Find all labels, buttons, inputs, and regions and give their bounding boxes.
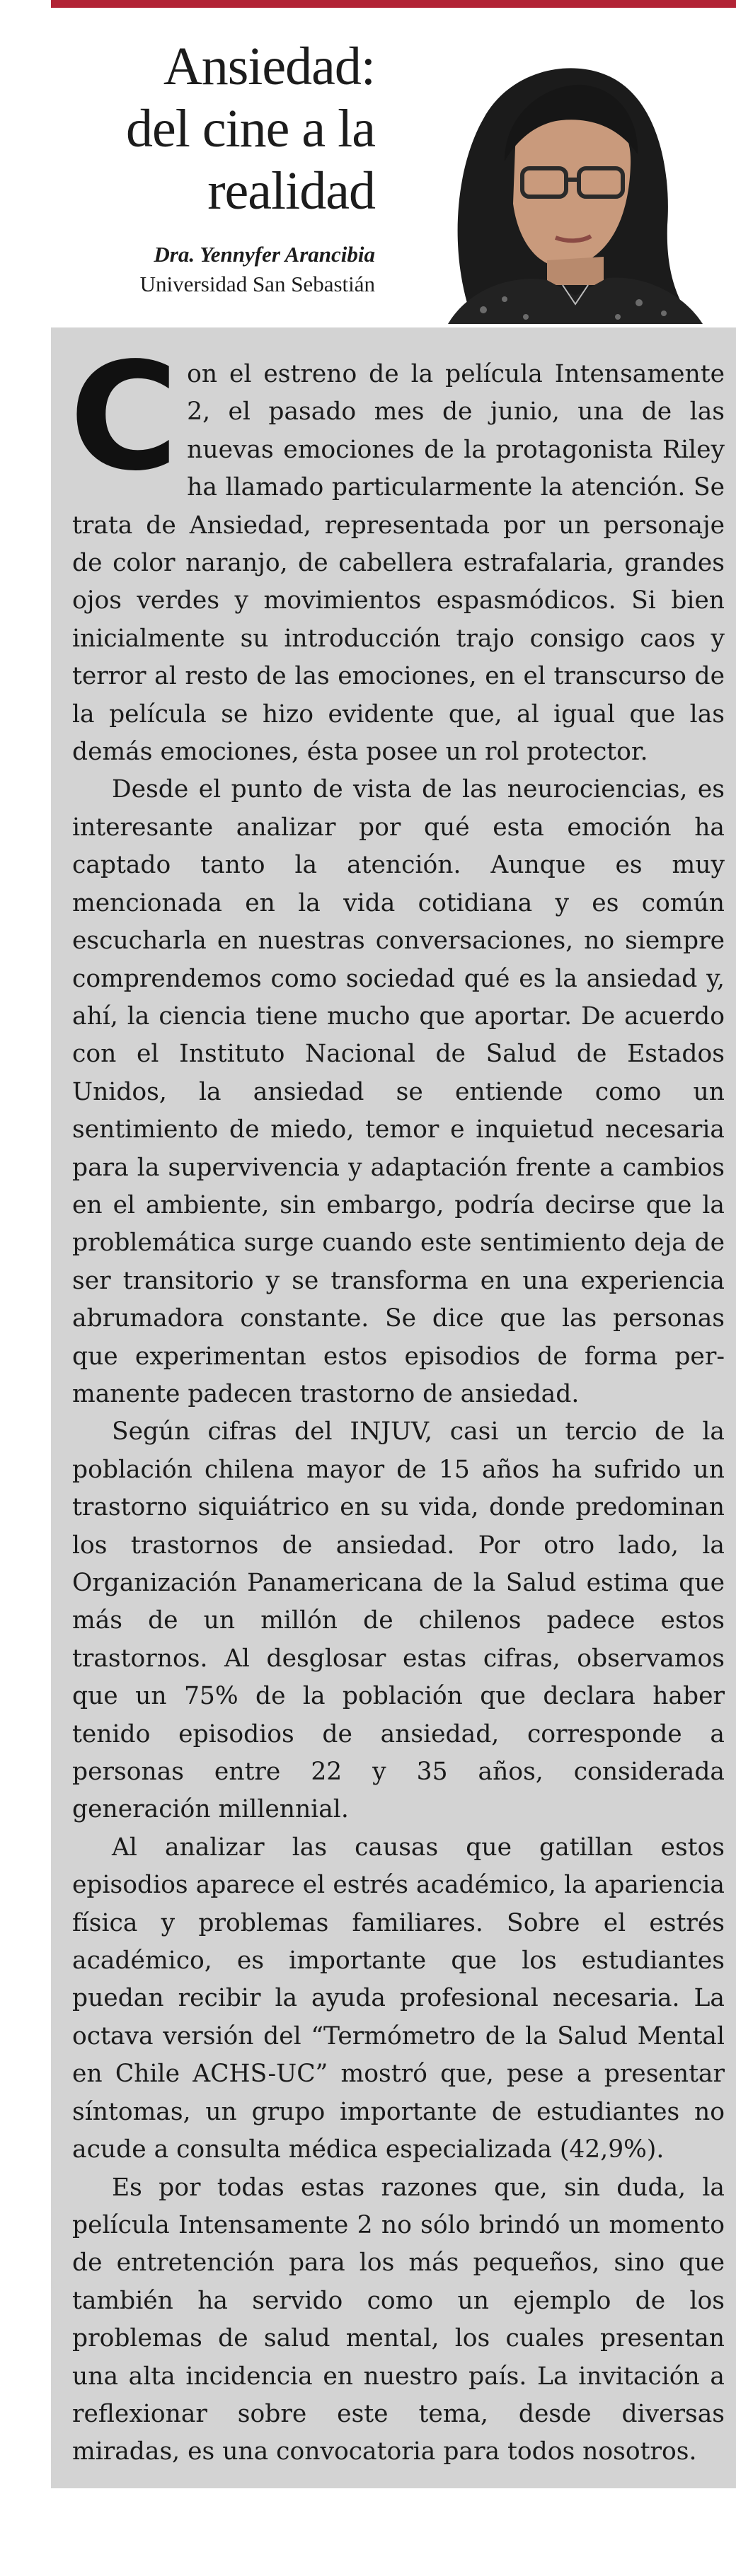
article-title [126, 35, 375, 222]
paragraph-1-text: on el estreno de la película Intensamente 2, el pasado mes de junio, una de las nuevas emociones de la protagonista Riley ha llamado particularmente la atención. Se trata de Ansiedad, representada por un personaje de color naranjo, de cabellera estrafalaria, grandes ojos verdes y movimientos espasmódicos. Si bien inicialmente su introducción trajo consigo caos y terror al resto de las emociones, en el transcurso de la película se hizo evidente que, al igual que las demás emociones, ésta posee un rol protector. [72, 360, 725, 767]
paragraph-5: Es por todas estas razones que, sin duda, la película Intensamente 2 no sólo brindó un momento de entretención para los más pequeños, sino que también ha servido como un ejemplo de los problemas de salud mental, los cuales presentan una alta incidencia en nuestro país. La invitación a reflexionar sobre este tema, desde diversas miradas, es una convocatoria para todos nosotros. [72, 2173, 725, 2466]
title-line-3: realidad [207, 161, 375, 221]
author-portrait [406, 41, 710, 324]
author-affiliation: Universidad San Sebastián [139, 272, 375, 296]
article-text [69, 330, 725, 2471]
top-accent-bar [51, 0, 736, 8]
drop-cap: C [69, 330, 179, 504]
title-line-2: del cine a la [125, 99, 375, 158]
paragraph-2: Desde el punto de vista de las neurociencias, es interesante analizar por qué esta emoción ha captado tanto la atención. Aunque es muy mencionada en la vida cotidiana y es común escucharla en nuestras conversaciones, no siempre comprendemos como sociedad qué es la ansiedad y, ahí, la ciencia tiene mucho que aportar. De acuerdo con el Instituto Nacional de Salud de Estados Unidos, la ansiedad se entiende como un sentimiento de miedo, temor e inquietud necesaria para la supervivencia y adaptación frente a cambios en el ambiente, sin embargo, podría decirse que la problemática surge cuando este sentimiento deja de ser transitorio y se transforma en una experiencia abrumadora constante. Se dice que las personas que experimentan estos episodios de forma permanente padecen trastorno de ansiedad. [72, 775, 725, 1408]
article-body-box [51, 327, 736, 2488]
paragraph-3: Según cifras del INJUV, casi un tercio de la población chilena mayor de 15 años ha sufrido un trastorno siquiátrico en su vida, donde predominan los trastornos de ansiedad. Por otro lado, la Organización Panamericana de la Salud estima que más de un millón de chilenos padece estos trastornos. Al desglosar estas cifras, observamos que un 75% de la población que declara haber tenido episodios de ansiedad, corresponde a personas entre 22 y 35 años, considerada generación millennial. [72, 1417, 725, 1824]
author-name: Dra. Yennyfer Arancibia [154, 242, 375, 267]
title-line-1: Ansiedad: [163, 37, 375, 96]
paragraph-1 [69, 330, 725, 771]
paragraph-4: Al analizar las causas que gatillan estos episodios aparece el estrés académico, la apariencia física y problemas familiares. Sobre el estrés académico, es importante que los estudiantes puedan recibir la ayuda profesional necesaria. La octava versión del “Termómetro de la Salud Mental en Chile ACHS-UC” mostró que, pese a presentar síntomas, un grupo importante de estudiantes no acude a consulta médica especializada (42,9%). [72, 1833, 725, 2164]
